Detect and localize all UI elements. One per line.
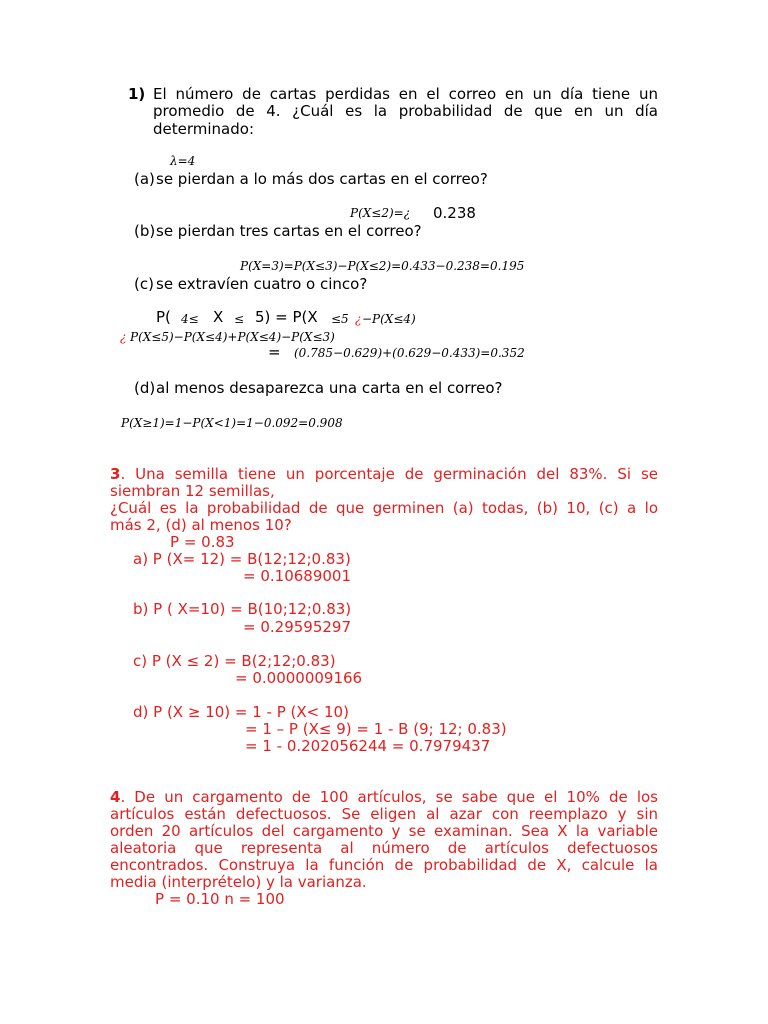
item-d-text: al menos desaparezca una carta en el correo?	[156, 379, 503, 397]
problem-3-a-line-2: = 0.10689001	[243, 567, 351, 585]
problem-3-c-line-2: = 0.0000009166	[235, 669, 363, 687]
item-a-text: se pierdan a lo más dos cartas en el correo?	[156, 170, 488, 188]
problem-3-line-4: más 2, (d) al menos 10?	[110, 516, 292, 534]
problem-3-d-line-3: = 1 - 0.202056244 = 0.7979437	[245, 737, 491, 755]
item-c-line-3: (0.785−0.629)+(0.629−0.433)=0.352	[294, 346, 525, 360]
problem-3-line-3: ¿Cuál es la probabilidad de que germinen (a) todas, (b) 10, (c) a lo	[110, 499, 658, 517]
problem-4-line-2: artículos están defectuosos. Se eligen al azar con reemplazo y sin	[110, 805, 658, 823]
problem-3-d-line-1: d) P (X ≥ 10) = 1 - P (X< 10)	[133, 703, 349, 721]
item-c-eq-part-6: ≤5	[331, 312, 349, 326]
item-a-label: (a)	[134, 170, 155, 188]
lambda-value: λ=4	[170, 154, 196, 168]
item-c-line-2-marker: ¿	[120, 330, 127, 344]
problem-3-d-line-2: = 1 – P (X≤ 9) = 1 - B (9; 12; 0.83)	[245, 720, 507, 738]
problem-3-line-1-text: . Una semilla tiene un porcentaje de germinación del 83%. Si se	[120, 465, 658, 483]
problem-4-line-4: aleatoria que representa al número de artículos defectuosos	[110, 839, 658, 857]
problem-3-c-line-1: c) P (X ≤ 2) = B(2;12;0.83)	[133, 652, 336, 670]
problem-3-b-line-1: b) P ( X=10) = B(10;12;0.83)	[133, 600, 352, 618]
item-c-eq-part-7: ¿	[355, 312, 362, 326]
problem-3-number: 3	[110, 465, 121, 483]
item-a-formula: P(X≤2)=¿	[350, 206, 411, 220]
problem-3-b-line-2: = 0.29595297	[243, 618, 351, 636]
item-b-label: (b)	[134, 222, 156, 240]
problem-1-number: 1)	[128, 85, 146, 103]
item-c-eq-part-8: −P(X≤4)	[362, 312, 416, 326]
problem-1-line-2: promedio de 4. ¿Cuál es la probabilidad de que en un día	[153, 102, 658, 120]
problem-4-line-1-text: . De un cargamento de 100 artículos, se sabe que el 10% de los	[120, 788, 658, 806]
item-c-line-3-equals: =	[268, 343, 281, 361]
item-d-formula: P(X≥1)=1−P(X<1)=1−0.092=0.908	[121, 416, 343, 430]
item-b-formula: P(X=3)=P(X≤3)−P(X≤2)=0.433−0.238=0.195	[240, 259, 525, 273]
item-a-result: 0.238	[433, 204, 476, 222]
item-c-eq-part-3: X	[213, 308, 224, 326]
problem-4-line-1	[110, 788, 658, 806]
problem-3-line-1	[110, 465, 658, 483]
item-b-text: se pierdan tres cartas en el correo?	[156, 222, 422, 240]
item-c-eq-part-2: 4≤	[181, 312, 199, 326]
problem-4-line-6: media (interprételo) y la varianza.	[110, 873, 367, 891]
item-d-label: (d)	[134, 379, 156, 397]
problem-4-parameters: P = 0.10 n = 100	[155, 890, 285, 908]
problem-4-line-5: encontrados. Construya la función de probabilidad de X, calcule la	[110, 856, 658, 874]
item-c-line-2: P(X≤5)−P(X≤4)+P(X≤4)−P(X≤3)	[130, 330, 335, 344]
item-c-eq-part-4: ≤	[234, 312, 245, 326]
problem-4-line-3: orden 20 artículos del cargamento y se examinan. Sea X la variable	[110, 822, 658, 840]
problem-1-line-1: El número de cartas perdidas en el correo en un día tiene un	[153, 85, 658, 103]
problem-1-line-3: determinado:	[153, 120, 254, 138]
item-c-label: (c)	[134, 275, 154, 293]
item-c-eq-part-5: 5) = P(X	[255, 308, 318, 326]
problem-3-a-line-1: a) P (X= 12) = B(12;12;0.83)	[133, 550, 351, 568]
item-c-text: se extravíen cuatro o cinco?	[156, 275, 368, 293]
problem-3-line-2: siembran 12 semillas,	[110, 482, 275, 500]
problem-3-p-value: P = 0.83	[170, 533, 235, 551]
problem-4-number: 4	[110, 788, 121, 806]
item-c-eq-part-1: P(	[156, 308, 171, 326]
